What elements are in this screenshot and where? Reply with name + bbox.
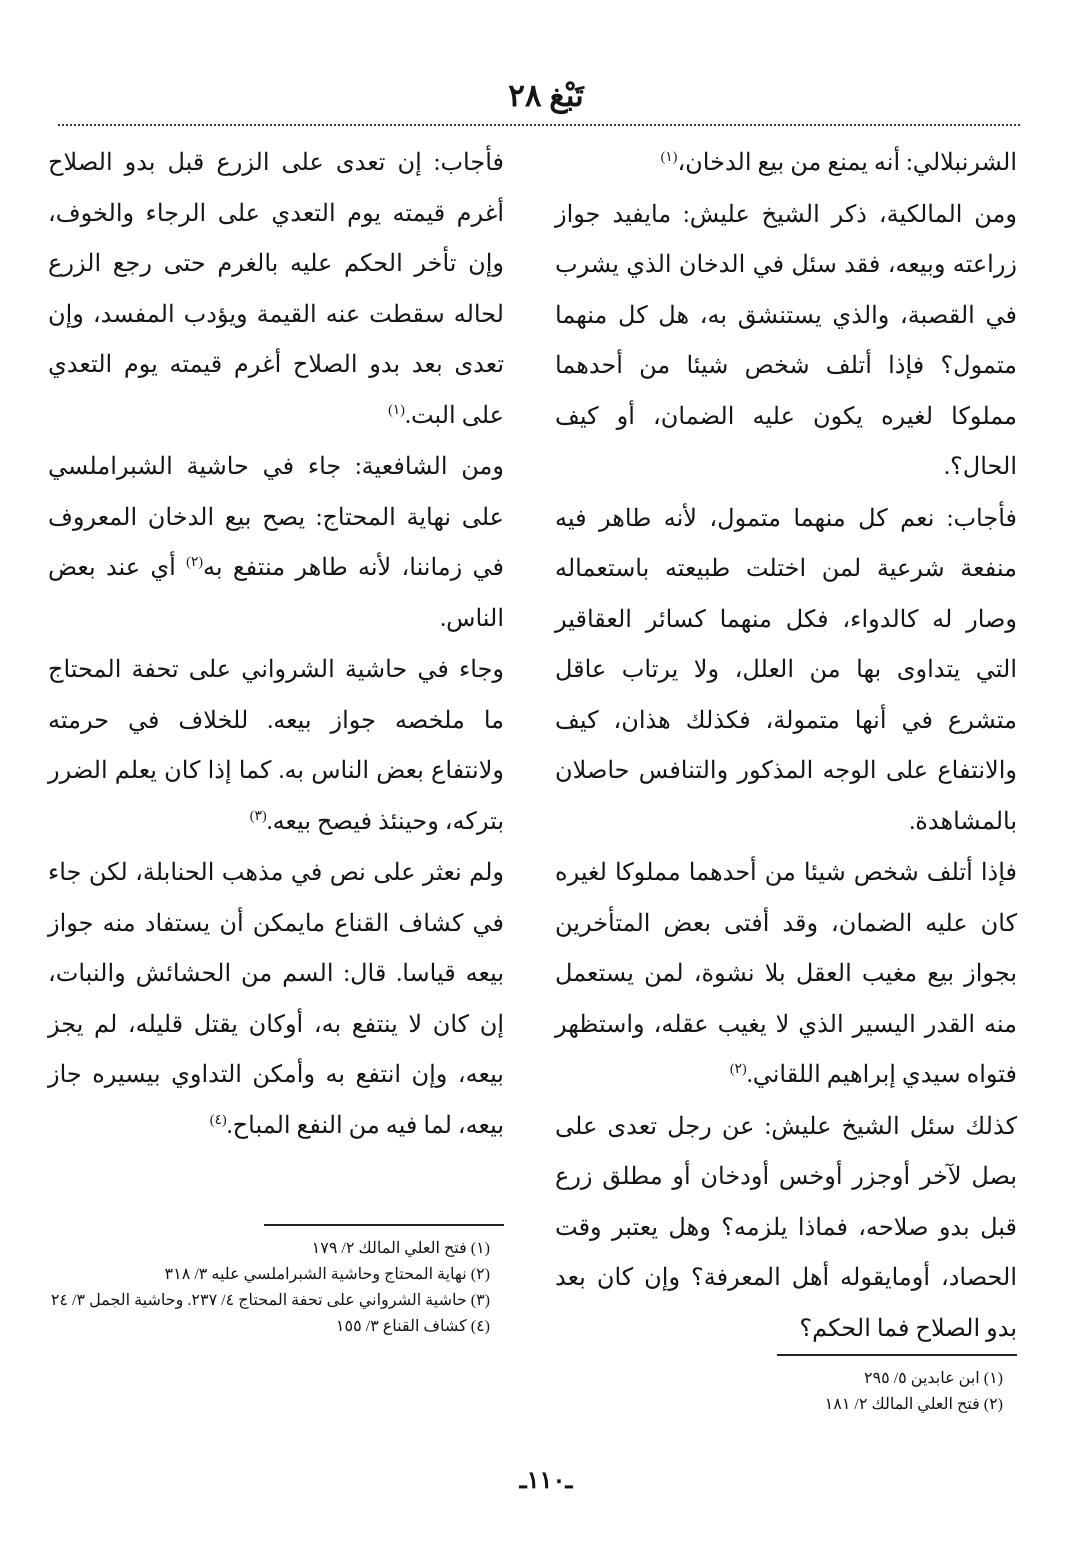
paragraph-text: كذلك سئل الشيخ عليش: عن رجل تعدى على بصل لآخر أوجزر أوخس أودخان أو مطلق زرع قبل بدو صلاحه، فماذا يلزمه؟ وهل يعتبر وقت الحصاد، أومايقوله أهل المعرفة؟ وإن كان بعد بدو الصلاح فما الحكم؟ xyxy=(555,1113,1017,1342)
header-dotted-rule xyxy=(58,124,1020,126)
footnote: (٣) حاشية الشرواني على تحفة المحتاج ٤/ ٢٣٧. وحاشية الجمل ٣/ ٢٤ xyxy=(50,1292,490,1309)
paragraph xyxy=(555,848,1017,1101)
footnote: (٢) فتح العلي المالك ٢/ ١٨١ xyxy=(824,1396,1003,1413)
footnote: (١) ابن عابدين ٥/ ٢٩٥ xyxy=(863,1370,1003,1387)
footnote: (١) فتح العلي المالك ٢/ ١٧٩ xyxy=(311,1240,490,1257)
paragraph xyxy=(555,190,1017,493)
paragraph-text: ومن المالكية، ذكر الشيخ عليش: مايفيد جواز زراعته وبيعه، فقد سئل في الدخان الذي يشرب في القصبة، والذي يستنشق به، هل كل منهما متمول؟ فإذا أتلف شخص شيئا من أحدهما مملوكا لغيره يكون عليه الضمان، أو كيف الحال؟. xyxy=(555,201,1017,480)
paragraph-text: وجاء في حاشية الشرواني على تحفة المحتاج ما ملخصه جواز بيعه. للخلاف في حرمته ولانتفاع بعض الناس به. كما إذا كان يعلم الضرر بتركه، وحينئذ فيصح بيعه. xyxy=(48,657,504,835)
footnote-rule xyxy=(264,1224,504,1226)
footnote-ref: (٢) xyxy=(186,555,204,570)
paragraph-text: ومن الشافعية: جاء في حاشية الشبراملسي على نهاية المحتاج: يصح بيع الدخان المعروف في زماننا، لأنه طاهر منتفع به xyxy=(48,454,505,581)
footnote: (٤) كشاف القناع ٣/ ١٥٥ xyxy=(335,1318,490,1335)
paragraph xyxy=(555,494,1017,848)
paragraph xyxy=(48,645,504,847)
footnote-ref: (٢) xyxy=(729,1062,747,1077)
page-number: ـ١١٠ـ xyxy=(519,1468,573,1494)
footnote: (٢) نهاية المحتاج وحاشية الشبراملسي عليه ٣/ ٣١٨ xyxy=(164,1266,490,1283)
footnote-ref: (٣) xyxy=(249,808,267,824)
footnote-ref: (٤) xyxy=(209,1112,227,1128)
left-column xyxy=(48,138,504,1152)
page-title: تَبْغ ٢٨ xyxy=(508,78,584,113)
footnote-ref: (١) xyxy=(660,150,678,165)
paragraph xyxy=(48,138,504,441)
paragraph xyxy=(48,848,504,1151)
paragraph-text: فإذا أتلف شخص شيئا من أحدهما مملوكا لغيره كان عليه الضمان، وقد أفتى بعض المتأخرين بجواز بيع مغيب العقل بلا نشوة، لمن يستعمل منه القدر اليسير الذي لا يغيب عقله، واستظهر فتواه سيدي إبراهيم اللقاني. xyxy=(555,860,1017,1088)
footnote-ref: (١) xyxy=(388,402,405,418)
paragraph-text: فأجاب: نعم كل منهما متمول، لأنه طاهر فيه منفعة شرعية لمن اختلت طبيعته باستعماله وصار له كالدواء، فكل منهما كسائر العقاقير التي يتداوى بها من العلل، ولا يرتاب عاقل متشرع في أنها متمولة، فكذلك هذان، كيف والانتفاع على الوجه المذكور والتنافس حاصلان بالمشاهدة. xyxy=(555,505,1017,835)
paragraph-text: ولم نعثر على نص في مذهب الحنابلة، لكن جاء في كشاف القناع مايمكن أن يستفاد منه جواز بيعه قياسا. قال: السم من الحشائش والنبات، إن كان لا ينتفع به، أوكان يقتل قليله، لم يجز بيعه، وإن انتفع به وأمكن التداوي بيسيره جاز بيعه، لما فيه من النفع المباح. xyxy=(48,860,504,1139)
paragraph-text: الشرنبلالي: أنه يمنع من بيع الدخان، xyxy=(677,150,1017,176)
paragraph xyxy=(48,442,504,644)
paragraph-text: فأجاب: إن تعدى على الزرع قبل بدو الصلاح أغرم قيمته يوم التعدي على الرجاء والخوف، وإن تأخر الحكم عليه بالغرم حتى رجع الزرع لحاله سقطت عنه القيمة ويؤدب المفسد، وإن تعدى بعد بدو الصلاح أغرم قيمته يوم التعدي على البت. xyxy=(48,150,505,429)
right-column xyxy=(555,138,1017,1355)
footnote-rule xyxy=(777,1354,1017,1356)
paragraph xyxy=(555,1102,1017,1355)
right-footnotes xyxy=(555,1354,1017,1418)
paragraph xyxy=(555,138,1017,189)
paragraph-text-tail: أي عند بعض الناس. xyxy=(48,555,504,632)
left-footnotes xyxy=(48,1224,504,1340)
